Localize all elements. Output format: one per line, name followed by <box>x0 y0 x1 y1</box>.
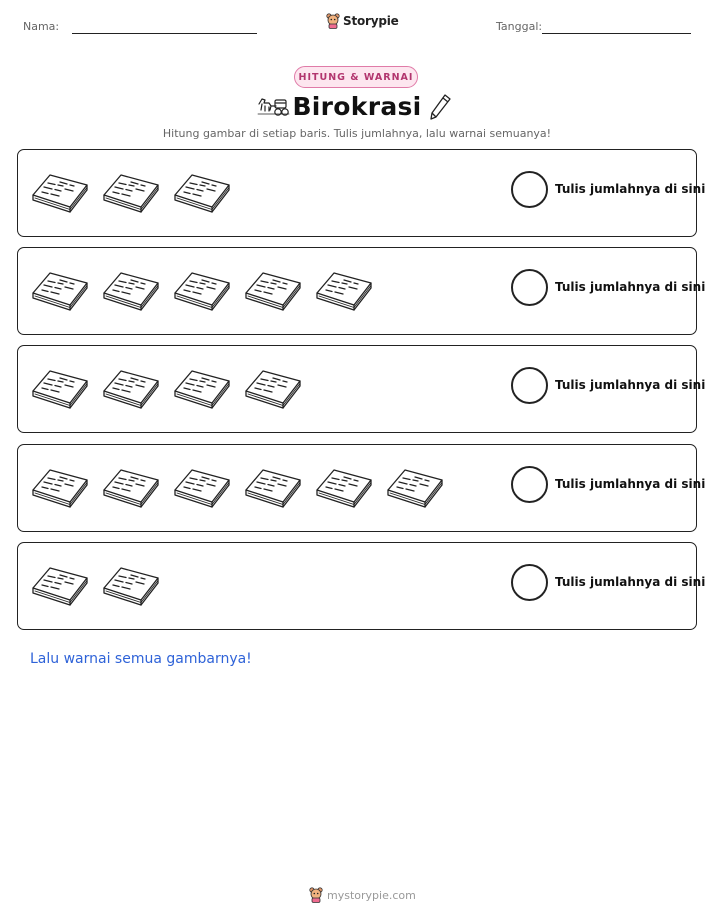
row-items <box>30 362 303 414</box>
footer-instruction: Lalu warnai semua gambarnya! <box>30 651 252 667</box>
answer-label: Tulis jumlahnya di sini <box>555 575 706 589</box>
name-line[interactable] <box>72 33 257 34</box>
paper-stack-icon <box>101 559 161 611</box>
title-row <box>0 92 714 124</box>
answer-circle[interactable] <box>511 171 548 208</box>
paper-stack-icon <box>314 461 374 513</box>
row-items <box>30 166 232 218</box>
count-row <box>17 444 706 532</box>
horse-carriage-icon <box>256 95 290 119</box>
paper-stack-icon <box>101 264 161 316</box>
row-items <box>30 559 161 611</box>
instructions: Hitung gambar di setiap baris. Tulis jumlahnya, lalu warnai semuanya! <box>162 127 552 140</box>
paper-stack-icon <box>30 461 90 513</box>
answer-circle[interactable] <box>511 367 548 404</box>
answer-label: Tulis jumlahnya di sini <box>555 280 706 294</box>
answer-circle[interactable] <box>511 466 548 503</box>
paper-stack-icon <box>172 362 232 414</box>
page-title: Birokrasi <box>292 92 422 121</box>
brand-logo <box>326 13 399 29</box>
paper-stack-icon <box>101 362 161 414</box>
paper-stack-icon <box>243 362 303 414</box>
paper-stack-icon <box>385 461 445 513</box>
count-row <box>17 149 706 237</box>
answer-label: Tulis jumlahnya di sini <box>555 477 706 491</box>
date-label: Tanggal: <box>496 20 543 33</box>
paper-stack-icon <box>30 559 90 611</box>
paper-stack-icon <box>243 461 303 513</box>
paper-stack-icon <box>314 264 374 316</box>
activity-badge: HITUNG & WARNAI <box>294 66 418 88</box>
name-label: Nama: <box>23 20 60 33</box>
row-items <box>30 461 445 513</box>
count-row <box>17 247 706 335</box>
answer-circle[interactable] <box>511 269 548 306</box>
answer-label: Tulis jumlahnya di sini <box>555 182 706 196</box>
bear-mascot-icon <box>309 887 323 903</box>
pencil-icon <box>428 92 454 122</box>
paper-stack-icon <box>30 362 90 414</box>
answer-label: Tulis jumlahnya di sini <box>555 378 706 392</box>
paper-stack-icon <box>101 166 161 218</box>
site-footer <box>309 887 416 903</box>
paper-stack-icon <box>172 166 232 218</box>
answer-circle[interactable] <box>511 564 548 601</box>
paper-stack-icon <box>30 264 90 316</box>
paper-stack-icon <box>30 166 90 218</box>
paper-stack-icon <box>101 461 161 513</box>
count-row <box>17 345 706 433</box>
paper-stack-icon <box>243 264 303 316</box>
site-url: mystorypie.com <box>327 888 416 902</box>
paper-stack-icon <box>172 264 232 316</box>
count-row <box>17 542 706 630</box>
row-items <box>30 264 374 316</box>
bear-mascot-icon <box>326 13 340 29</box>
brand-name: Storypie <box>343 14 399 28</box>
date-line[interactable] <box>542 33 691 34</box>
paper-stack-icon <box>172 461 232 513</box>
